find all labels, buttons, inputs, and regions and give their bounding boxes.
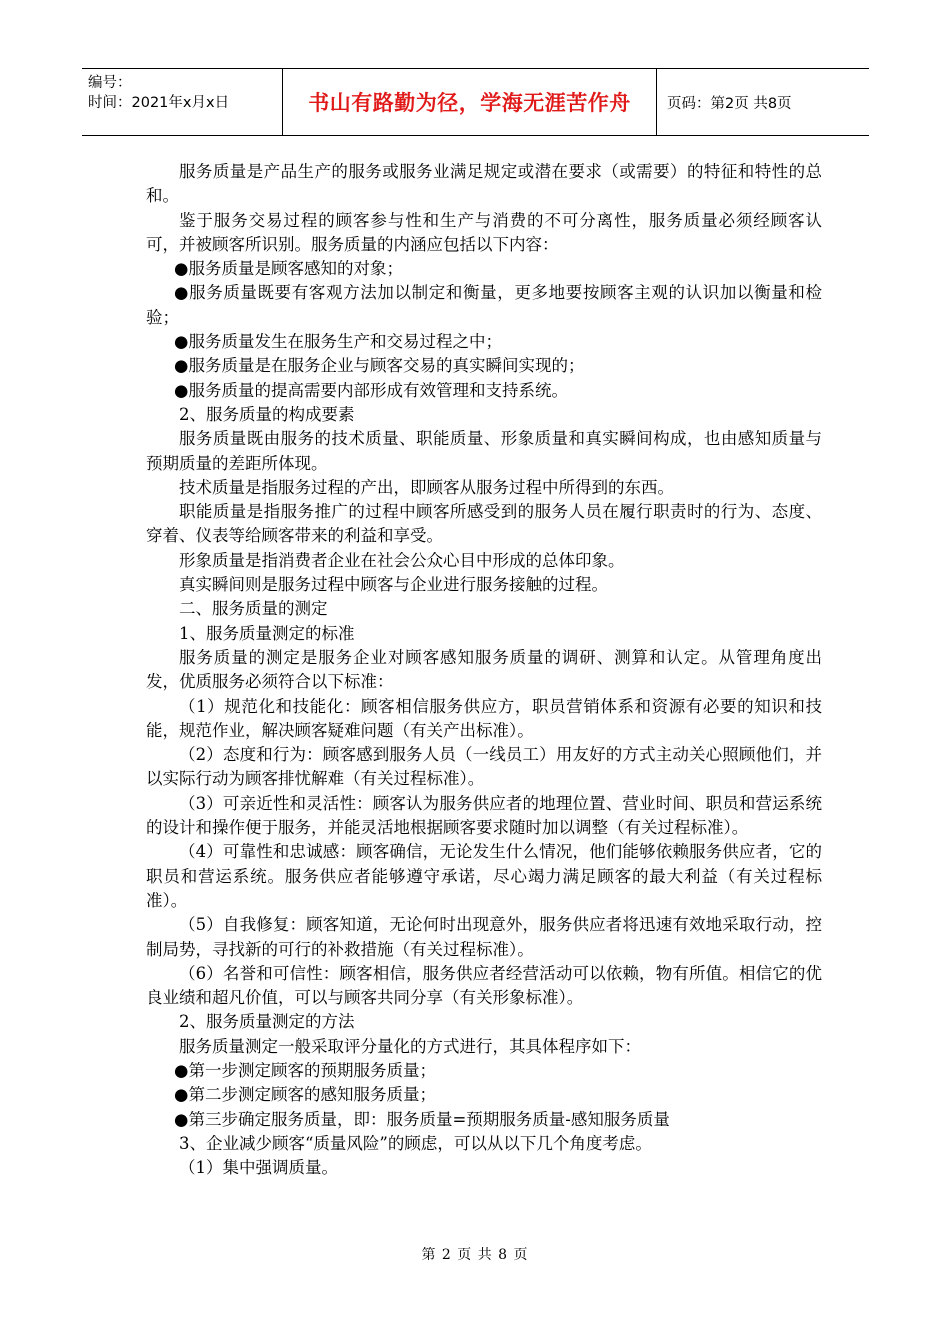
paragraph: 形象质量是指消费者企业在社会公众心目中形成的总体印象。 xyxy=(179,550,625,570)
paragraph: （3）可亲近性和灵活性：顾客认为服务供应者的地理位置、营业时间、职员和营运系统的设计和操作便于服务，并能灵活地根据顾客要求随时加以调整（有关过程标准）。 xyxy=(146,793,822,838)
header-table xyxy=(82,68,869,136)
paragraph: （5）自我修复：顾客知道，无论何时出现意外，服务供应者将迅速有效地采取行动，控制局势，寻找新的可行的补救措施（有关过程标准）。 xyxy=(146,915,822,959)
paragraph: 鉴于服务交易过程的顾客参与性和生产与消费的不可分离性，服务质量必须经顾客认可，并被顾客所识别。服务质量的内涵应包括以下内容： xyxy=(146,210,822,254)
paragraph: 2、服务质量测定的方法 xyxy=(179,1012,355,1032)
paragraph: ●服务质量既要有客观方法加以制定和衡量，更多地要按顾客主观的认识加以衡量和检验； xyxy=(146,283,822,327)
paragraph: （1）规范化和技能化：顾客相信服务供应方，职员营销体系和资源有必要的知识和技能，规范作业，解决顾客疑难问题（有关产出标准）。 xyxy=(146,696,822,740)
paragraph: ●第二步测定顾客的感知服务质量； xyxy=(174,1085,436,1105)
paragraph: （2）态度和行为：顾客感到服务人员（一线员工）用友好的方式主动关心照顾他们，并以实际行动为顾客排忧解难（有关过程标准）。 xyxy=(146,745,822,789)
paragraph: 2、服务质量的构成要素 xyxy=(179,404,355,424)
header-page-label: 页码：第2页 共8页 xyxy=(667,95,792,112)
page-footer: 第 2 页 共 8 页 xyxy=(421,1247,529,1263)
paragraph: （4）可靠性和忠诚感：顾客确信，无论发生什么情况，他们能够依赖服务供应者，它的职员和营运系统。服务供应者能够遵守承诺，尽心竭力满足顾客的最大利益（有关过程标准）。 xyxy=(146,842,822,910)
paragraph: 服务质量的测定是服务企业对顾客感知服务质量的调研、测算和认定。从管理角度出发，优质服务必须符合以下标准： xyxy=(146,647,822,692)
paragraph: 服务质量既由服务的技术质量、职能质量、形象质量和真实瞬间构成，也由感知质量与预期质量的差距所体现。 xyxy=(146,429,822,473)
paragraph: 服务质量测定一般采取评分量化的方式进行，其具体程序如下： xyxy=(179,1036,641,1056)
header-motto: 书山有路勤为径，学海无涯苦作舟 xyxy=(283,69,657,135)
paragraph: 服务质量是产品生产的服务或服务业满足规定或潜在要求（或需要）的特征和特性的总和。 xyxy=(146,162,822,206)
paragraph: ●第三步确定服务质量，即：服务质量=预期服务质量-感知服务质量 xyxy=(174,1109,670,1129)
paragraph: （6）名誉和可信性：顾客相信，服务供应者经营活动可以依赖，物有所值。相信它的优良业绩和超凡价值，可以与顾客共同分享（有关形象标准）。 xyxy=(146,963,822,1008)
paragraph: ●服务质量是在服务企业与顾客交易的真实瞬间实现的； xyxy=(174,356,585,376)
paragraph: ●服务质量的提高需要内部形成有效管理和支持系统。 xyxy=(174,380,568,400)
paragraph: 职能质量是指服务推广的过程中顾客所感受到的服务人员在履行职责时的行为、态度、穿着、仪表等给顾客带来的利益和享受。 xyxy=(146,502,822,546)
paragraph: 真实瞬间则是服务过程中顾客与企业进行服务接触的过程。 xyxy=(179,575,608,595)
document-number-label: 编号： xyxy=(88,75,132,91)
paragraph: ●服务质量发生在服务生产和交易过程之中； xyxy=(174,332,502,352)
paragraph: （1）集中强调质量。 xyxy=(179,1158,338,1178)
paragraph: 1、服务质量测定的标准 xyxy=(179,623,355,643)
header-meta-cell xyxy=(82,69,283,135)
document-body xyxy=(146,160,822,1180)
paragraph: ●第一步测定顾客的预期服务质量； xyxy=(174,1060,436,1080)
document-time-label: 时间：2021年x月x日 xyxy=(88,95,230,111)
paragraph: ●服务质量是顾客感知的对象； xyxy=(174,259,403,279)
paragraph: 3、企业减少顾客“质量风险”的顾虑，可以从以下几个角度考虑。 xyxy=(179,1133,652,1153)
paragraph: 技术质量是指服务过程的产出，即顾客从服务过程中所得到的东西。 xyxy=(179,477,674,497)
paragraph: 二、服务质量的测定 xyxy=(179,599,328,619)
